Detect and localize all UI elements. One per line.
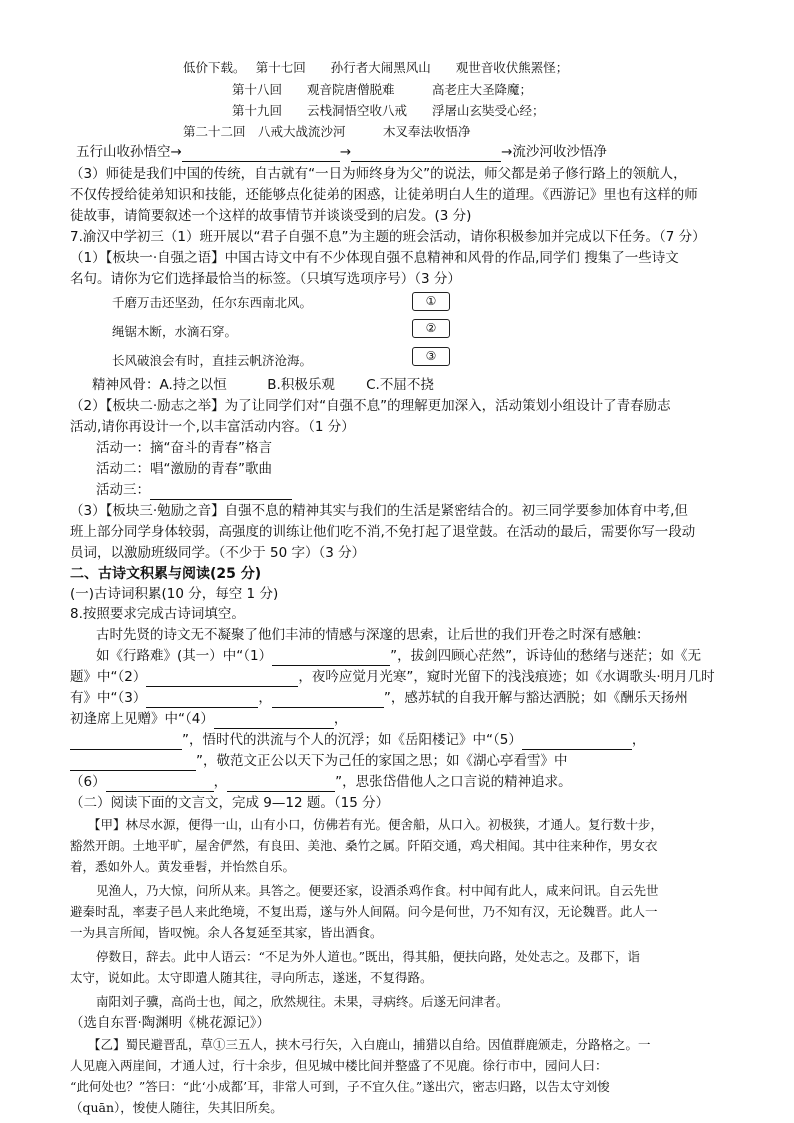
chapter-22: 第二十二回 八戒大战流沙河 木叉奉法收悟净 [183, 124, 471, 139]
fill-text: ，夜吟应觉月光寒”，窥时光留下的浅浅痕迹；如《水调歌头·明月几时 [298, 669, 715, 685]
chapter-17: 第十七回 孙行者大闹黑风山 观世音收伏熊罴怪； [255, 60, 569, 75]
q3-line-2: 不仅传授给徒弟知识和技能，还能够点化徒弟的困惑，让徒弟明白人生的道理。《西游记》里也有这样的师 [70, 187, 698, 203]
q7-block3-line-3: 员词，以激励班级同学。（不少于 50 字）（3 分） [70, 545, 366, 561]
activity-3-blank[interactable] [150, 484, 292, 500]
subsection-1-title: (一)古诗词积累(10 分，每空 1 分) [70, 586, 279, 602]
label-box-3[interactable]: ③ [412, 347, 450, 366]
fill-line-3 [70, 688, 688, 708]
blank-1[interactable] [272, 650, 390, 666]
q3-line-3: 徒故事，请简要叙述一个这样的故事情节并谈谈受到的启发。(3 分) [70, 208, 472, 224]
q7-block3-line-1: （3）【板块三·勉励之音】自强不息的精神其实与我们的生活是紧密结合的。初三同学要参加体育中考,但 [70, 503, 688, 519]
blank-3a[interactable] [146, 692, 258, 708]
activity-1: 活动一：摘“奋斗的青春”格言 [96, 440, 272, 456]
blank-5b[interactable] [70, 755, 196, 771]
fill-text: ”，拔剑四顾心茫然”，诉诗仙的愁绪与迷茫；如《无 [390, 648, 702, 664]
poem-1: 千磨万击还坚劲，任尔东西南北风。 [112, 295, 313, 310]
activity-2: 活动二：唱“激励的青春”歌曲 [96, 461, 272, 477]
fill-text: ， [258, 690, 272, 706]
q7-intro: 7.渝汉中学初三（1）班开展以“君子自强不息”为主题的班会活动，请你积极参加并完成以下任务。（7 分） [70, 229, 706, 245]
q7-block2-line-2: 活动,请你再设计一个,以丰富活动内容。（1 分） [70, 419, 355, 435]
passage-yi-line-3: “此何处也？”答曰：“此‘小成都’耳，非常人可到，子不宜久住。”遂出穴，密志归路，以告太守刘悛 [70, 1079, 610, 1094]
passage-jia-line-3: 着，悉如外人。黄发垂髫，并怡然自乐。 [70, 859, 296, 874]
fill-text: 如《行路难》(其一）中“（1） [96, 648, 273, 664]
fill-line-5 [70, 730, 645, 750]
passage-jia-line-8: 太守，说如此。太守即遣人随其往，寻向所志，遂迷，不复得路。 [70, 970, 433, 985]
label-box-1[interactable]: ① [412, 292, 450, 311]
chapter-18: 第十八回 观音院唐僧脱难 高老庄大圣降魔； [232, 82, 533, 97]
spirit-options: 精神风骨：A.持之以恒 B.积极乐观 C.不屈不挠 [92, 377, 434, 393]
blank-5a[interactable] [522, 734, 632, 750]
section-2-title: 二、古诗文积累与阅读(25 分) [70, 566, 262, 582]
q7-block1-line-1: （1）【板块一·自强之语】中国古诗文中有不少体现自强不息精神和风骨的作品,同学们 搜集了一些诗文 [70, 250, 679, 266]
subsection-2-title: （二）阅读下面的文言文，完成 9—12 题。（15 分） [70, 795, 390, 811]
fill-line-7 [70, 772, 572, 792]
q8-title: 8.按照要求完成古诗词填空。 [70, 606, 245, 622]
q8-intro: 古时先贤的诗文无不凝聚了他们丰沛的情感与深邃的思索，让后世的我们开卷之时深有感触： [96, 627, 650, 643]
passage-jia-line-1: 【甲】林尽水源，便得一山，山有小口，仿佛若有光。便舍船，从口入。初极狭，才通人。复行数十步， [88, 817, 664, 832]
q3-line-1: （3）师徒是我们中国的传统，自古就有“一日为师终身为父”的说法，师父都是弟子修行路上的领航人， [70, 166, 687, 182]
activity-3-label: 活动三： [96, 482, 150, 498]
chapter-line-17 [183, 58, 568, 78]
sequence-blank-1[interactable] [182, 146, 340, 162]
fill-text: 题》中“（2） [70, 669, 147, 685]
fill-text: ， [631, 732, 646, 748]
passage-jia-line-7: 停数日，辞去。此中人语云：“不足为外人道也。”既出，得其船，便扶向路，处处志之。及郡下，诣 [96, 949, 641, 964]
sequence-arrow: → [339, 144, 352, 160]
passage-jia-line-5: 避秦时乱，率妻子邑人来此绝境，不复出焉，遂与外人间隔。问今是何世，乃不知有汉，无论魏晋。此人一 [70, 904, 658, 919]
chapter-sequence [76, 142, 607, 162]
fill-text: ， [333, 711, 348, 727]
fill-text: ， [213, 774, 228, 790]
line-prefix: 低价下载。 [183, 60, 240, 75]
fill-line-4 [70, 709, 347, 729]
passage-jia-line-6: 一为具言所闻，皆叹惋。余人各复延至其家，皆出酒食。 [70, 925, 383, 940]
fill-line-1 [96, 646, 701, 666]
blank-4b[interactable] [70, 734, 182, 750]
blank-6a[interactable] [106, 776, 214, 792]
passage-source: （选自东晋·陶渊明《桃花源记》） [70, 1015, 271, 1031]
fill-text: （6） [70, 774, 106, 790]
activity-3 [96, 480, 292, 500]
q7-block1-line-2: 名句。请你为它们选择最恰当的标签。（只填写选项序号）（3 分） [70, 271, 461, 287]
blank-2[interactable] [146, 671, 298, 687]
fill-text: 初逢席上见赠》中“（4） [70, 711, 214, 727]
blank-3b[interactable] [272, 692, 384, 708]
fill-text: ”，敬范文正公以天下为己任的家国之思；如《湖心亭看雪》中 [196, 753, 568, 769]
poem-3: 长风破浪会有时，直挂云帆济沧海。 [112, 353, 313, 368]
passage-jia-line-4: 见渔人，乃大惊，问所从来。具答之。便要还家，设酒杀鸡作食。村中闻有此人，咸来问讯。自云先世 [96, 883, 659, 898]
passage-yi-line-4: （quān），悛使人随往，失其旧所矣。 [70, 1100, 283, 1115]
fill-text: ”，悟时代的洪流与个人的沉浮；如《岳阳楼记》中“（5） [182, 732, 522, 748]
q7-block3-line-2: 班上部分同学身体较弱，高强度的训练让他们吃不消,不免打起了退堂鼓。在活动的最后，需要你写一段动 [70, 524, 696, 540]
q7-block2-line-1: （2）【板块二·励志之举】为了让同学们对“自强不息”的理解更加深入，活动策划小组设计了青春励志 [70, 398, 671, 414]
sequence-blank-2[interactable] [351, 146, 501, 162]
label-box-2[interactable]: ② [412, 319, 450, 338]
passage-jia-line-9: 南阳刘子骥，高尚士也，闻之，欣然规往。未果，寻病终。后遂无问津者。 [96, 994, 509, 1009]
fill-text: 有》中“（3） [70, 690, 147, 706]
blank-4a[interactable] [214, 713, 334, 729]
passage-yi-line-2: 人见鹿入两崖间，才通人过，行十余步，但见城中楼比间并整盛了不见鹿。徐行市中，园问人曰： [70, 1058, 608, 1073]
blank-6b[interactable] [227, 776, 335, 792]
sequence-end: →流沙河收沙悟净 [501, 144, 607, 160]
chapter-19: 第十九回 云栈洞悟空收八戒 浮屠山玄奘受心经； [232, 103, 545, 118]
sequence-start: 五行山收孙悟空→ [76, 144, 182, 160]
fill-text: ”，感苏轼的自我开解与豁达洒脱；如《酬乐天扬州 [383, 690, 688, 706]
passage-jia-line-2: 豁然开朗。土地平旷，屋舍俨然，有良田、美池、桑竹之属。阡陌交通，鸡犬相闻。其中往来种作，男女衣 [70, 838, 658, 853]
fill-line-6 [70, 751, 568, 771]
fill-line-2 [70, 667, 715, 687]
fill-text: ”，思张岱借他人之口言说的精神追求。 [335, 774, 572, 790]
passage-yi-line-1: 【乙】蜀民避晋乱，草①三五人，挟木弓行矢，入白鹿山，捕猎以自给。因值群鹿颁走，分路格之。一 [88, 1037, 651, 1052]
poem-2: 绳锯木断，水滴石穿。 [112, 324, 238, 339]
